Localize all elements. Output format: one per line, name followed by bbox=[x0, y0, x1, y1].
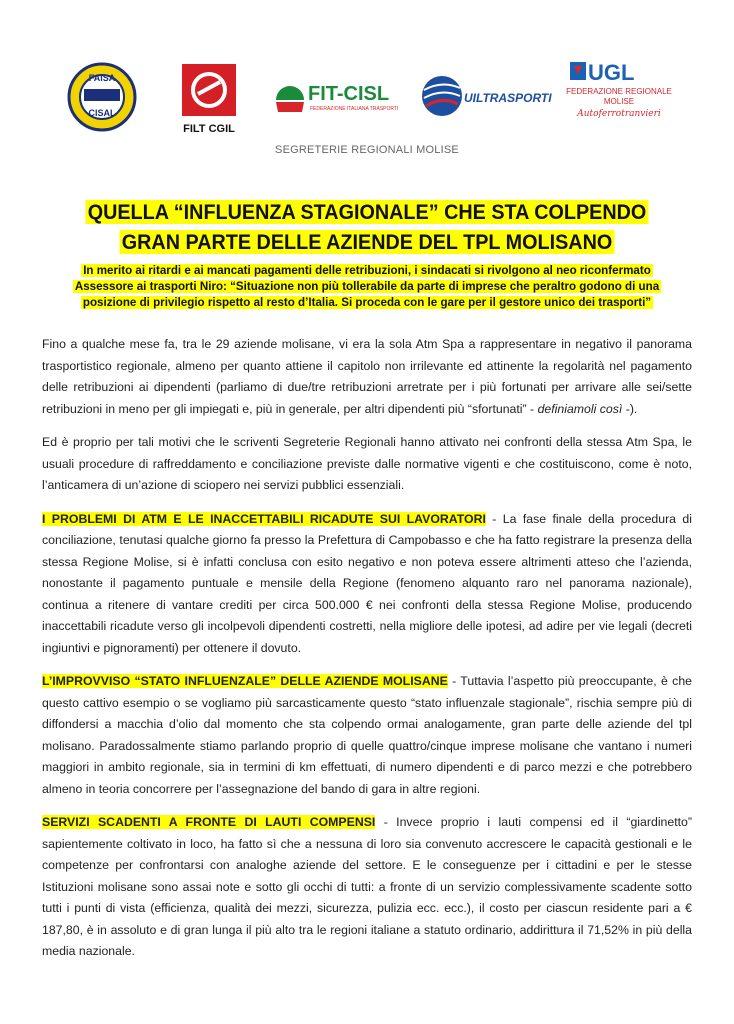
subtitle-line-2-wrap bbox=[0, 279, 734, 295]
title-line-1: QUELLA “INFLUENZA STAGIONALE” CHE STA COLPENDO bbox=[87, 200, 647, 224]
subtitle-line-2: Assessore ai trasporti Niro: “Situazione non più tollerabile da parte di imprese che peraltro godono di una bbox=[74, 280, 660, 293]
logo-bar bbox=[60, 58, 700, 138]
section-2 bbox=[42, 671, 692, 800]
faisa-cisal-logo bbox=[64, 62, 140, 132]
fit-cisl-text: FIT-CISL bbox=[308, 83, 390, 105]
cisal-text: CISAL bbox=[88, 108, 116, 118]
section-3 bbox=[42, 812, 692, 963]
fit-cisl-logo bbox=[272, 76, 402, 120]
ugl-text: UGL bbox=[588, 60, 635, 85]
subtitle-line-1-wrap bbox=[0, 263, 734, 279]
section-2-heading: L’IMPROVVISO “STATO INFLUENZALE” DELLE AZIENDE MOLISANE bbox=[42, 674, 448, 688]
ugl-line2: MOLISE bbox=[603, 97, 635, 106]
filt-cgil-text: FILT CGIL bbox=[183, 123, 235, 135]
ugl-line3: Autoferrotranvieri bbox=[577, 109, 661, 119]
ugl-line1: FEDERAZIONE REGIONALE bbox=[566, 87, 672, 96]
ugl-logo bbox=[554, 58, 684, 130]
subtitle-line-3-wrap bbox=[0, 295, 734, 311]
section-3-heading: SERVIZI SCADENTI A FRONTE DI LAUTI COMPENSI bbox=[42, 815, 376, 829]
title-line-2: GRAN PARTE DELLE AZIENDE DEL TPL MOLISANO bbox=[121, 230, 613, 254]
title-line-1-wrap bbox=[29, 200, 704, 225]
uiltrasporti-text: UILTRASPORTI bbox=[464, 91, 552, 105]
title-line-2-wrap bbox=[29, 230, 704, 255]
p1-end: -). bbox=[622, 401, 638, 416]
paragraph-2: Ed è proprio per tali motivi che le scriventi Segreterie Regionali hanno attivato nei confronti della stessa Atm Spa, le usuali procedure di raffreddamento e conciliazione previste dalle normative vigenti e che costituiscono, come è noto, l’anticamera di un’azione di sciopero nei servizi pubblici essenziali. bbox=[42, 435, 692, 492]
subtitle-line-1: In merito ai ritardi e ai mancati pagamenti delle retribuzioni, i sindacati si rivolgono al neo riconfermato bbox=[83, 264, 651, 277]
fit-cisl-subtext: FEDERAZIONE ITALIANA TRASPORTI bbox=[310, 106, 399, 112]
section-2-body: - Tuttavia l’aspetto più preoccupante, è che questo cattivo esempio o se vogliamo più sarcasticamente questo “stato influenzale stagionale”, rischia sempre più di diffondersi a macchia d’olio dal momento che sta colpendo ormai analogamente, gran parte delle aziende del tpl molisano. Paradossalmente stiamo parlando proprio di quelle quattro/cinque imprese molisane che vantano i numeri maggiori in ambito regionale, sia in termini di km effettuati, di numero dipendenti e di parco mezzi e che potrebbero almeno in teoria concorrere per l’assegnazione del bando di gara in altre regioni. bbox=[42, 674, 692, 796]
filt-cgil-logo bbox=[178, 64, 240, 136]
section-1-heading: I PROBLEMI DI ATM E LE INACCETTABILI RICADUTE SUI LAVORATORI bbox=[42, 511, 486, 526]
p1-main: Fino a qualche mese fa, tra le 29 aziende molisane, vi era la sola Atm Spa a rappresentare in negativo il panorama trasportistico regionale, almeno per quanto attiene il capitolo non irrilevante ed attinente la regolarità nel pagamento delle retribuzioni ai dipendenti (parliamo di due/tre retribuzioni arretrate per i più fortunati per arrivare alle sei/sette retribuzioni in meno per gli impiegati e, più in generale, per altri dipendenti più “sfortunati” - bbox=[42, 337, 692, 416]
body-text bbox=[42, 334, 692, 975]
faisa-text: FAISA bbox=[88, 73, 116, 83]
section-1-body: - La fase finale della procedura di conciliazione, tenutasi qualche giorno fa presso la Prefettura di Campobasso e che ha fatto registrare la presenza della stessa Regione Molise, si è infatti conclusa con esito negativo e non poteva essere altrimenti atteso che l’azienda, nonostante il pagamento puntuale e mensile della Regione (fenomeno alquanto raro nel panorama nazionale), continua a ritenere di vantare crediti per circa 500.000 € nei confronti della stessa Regione Molise, producendo inaccettabili ricadute verso gli incolpevoli dipendenti costretti, nella migliore delle ipotesi, ad adire per vie legali (decreti ingiuntivi e pignoramenti) per ottenere il dovuto. bbox=[42, 511, 692, 655]
paragraph-1 bbox=[42, 334, 692, 420]
header-line: SEGRETERIE REGIONALI MOLISE bbox=[275, 144, 459, 156]
section-1 bbox=[42, 509, 692, 660]
p1-italic: definiamoli così bbox=[537, 401, 623, 416]
uiltrasporti-logo bbox=[418, 72, 552, 122]
subtitle-line-3: posizione di privilegio rispetto al resto d’Italia. Si proceda con le gare per il gestore unico dei trasporti” bbox=[82, 296, 652, 309]
section-3-body: - Invece proprio i lauti compensi ed il “giardinetto” sapientemente coltivato in loco, ha fatto sì che a nessuna di loro sia convenuto accrescere le capacità gestionali e le competenze per confrontarsi con analoghe aziende del settore. E le conseguenze per i cittadini e per le stesse Istituzioni molisane sono assai note e sotto gli occhi di tutti: a fronte di un servizio complessivamente scadente sotto tutti i punti di vista (efficienza, qualità dei mezzi, sicurezza, pulizia ecc. ecc.), il costo per ciascun residente pari a € 187,80, è in assoluto e di gran lunga il più alto tra le regioni italiane a statuto ordinario, addirittura il 71,52% in più della media nazionale. bbox=[42, 815, 692, 958]
